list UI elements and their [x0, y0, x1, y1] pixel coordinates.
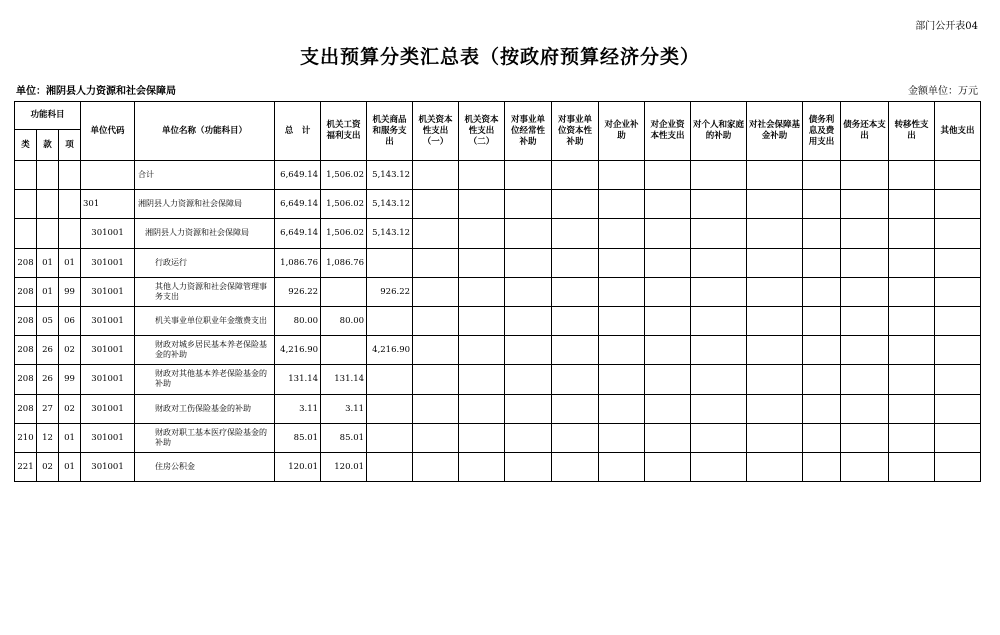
unit-code-cell: 301: [81, 190, 135, 219]
c1-cell: 131.14: [321, 365, 367, 394]
c9-cell: [691, 190, 747, 219]
total-cell: 6,649.14: [275, 190, 321, 219]
c10-cell: [747, 277, 803, 306]
unit-code-cell: 301001: [81, 336, 135, 365]
c11-cell: [803, 306, 841, 335]
unit-label: 单位：湘阴县人力资源和社会保障局: [16, 86, 176, 97]
c8-cell: [645, 161, 691, 190]
c9-cell: [691, 161, 747, 190]
c2-cell: 5,143.12: [367, 161, 413, 190]
c3-cell: [413, 306, 459, 335]
c7-cell: [599, 190, 645, 219]
lei-cell: [15, 161, 37, 190]
header-c3: 机关资本性支出（一）: [413, 102, 459, 161]
c14-cell: [935, 219, 981, 248]
c13-cell: [889, 365, 935, 394]
c2-cell: [367, 452, 413, 481]
c11-cell: [803, 452, 841, 481]
c9-cell: [691, 219, 747, 248]
c10-cell: [747, 190, 803, 219]
c2-cell: [367, 248, 413, 277]
xiang-cell: 01: [59, 423, 81, 452]
c12-cell: [841, 452, 889, 481]
c6-cell: [552, 423, 599, 452]
xiang-cell: 02: [59, 336, 81, 365]
c3-cell: [413, 336, 459, 365]
c10-cell: [747, 452, 803, 481]
c5-cell: [505, 219, 552, 248]
c8-cell: [645, 277, 691, 306]
unit-name-cell: 合计: [135, 161, 275, 190]
c1-cell: 85.01: [321, 423, 367, 452]
c14-cell: [935, 336, 981, 365]
c14-cell: [935, 161, 981, 190]
c8-cell: [645, 306, 691, 335]
xiang-cell: [59, 161, 81, 190]
unit-code-cell: 301001: [81, 394, 135, 423]
c13-cell: [889, 219, 935, 248]
c1-cell: [321, 336, 367, 365]
unit-code-cell: 301001: [81, 277, 135, 306]
header-c13: 转移性支出: [889, 102, 935, 161]
money-unit-label: 金额单位：万元: [908, 86, 978, 97]
c3-cell: [413, 161, 459, 190]
c11-cell: [803, 423, 841, 452]
lei-cell: 208: [15, 306, 37, 335]
c8-cell: [645, 452, 691, 481]
c12-cell: [841, 394, 889, 423]
c4-cell: [459, 248, 505, 277]
table-row: [15, 248, 981, 277]
c10-cell: [747, 423, 803, 452]
unit-code-cell: 301001: [81, 306, 135, 335]
header-func-group: 功能科目: [15, 102, 81, 130]
c1-cell: 80.00: [321, 306, 367, 335]
xiang-cell: [59, 219, 81, 248]
c7-cell: [599, 161, 645, 190]
header-lei: 类: [15, 130, 37, 161]
c11-cell: [803, 190, 841, 219]
c11-cell: [803, 365, 841, 394]
c3-cell: [413, 248, 459, 277]
c3-cell: [413, 190, 459, 219]
xiang-cell: 02: [59, 394, 81, 423]
c13-cell: [889, 277, 935, 306]
header-c6: 对事业单位资本性补助: [552, 102, 599, 161]
c11-cell: [803, 248, 841, 277]
total-cell: 1,086.76: [275, 248, 321, 277]
c10-cell: [747, 336, 803, 365]
c14-cell: [935, 248, 981, 277]
c14-cell: [935, 306, 981, 335]
lei-cell: 208: [15, 336, 37, 365]
c13-cell: [889, 452, 935, 481]
total-cell: 6,649.14: [275, 219, 321, 248]
table-row: [15, 161, 981, 190]
kuan-cell: 26: [37, 336, 59, 365]
lei-cell: 221: [15, 452, 37, 481]
c9-cell: [691, 306, 747, 335]
c14-cell: [935, 394, 981, 423]
c4-cell: [459, 219, 505, 248]
c5-cell: [505, 365, 552, 394]
c13-cell: [889, 336, 935, 365]
c4-cell: [459, 161, 505, 190]
c7-cell: [599, 452, 645, 481]
c1-cell: 1,506.02: [321, 219, 367, 248]
c5-cell: [505, 248, 552, 277]
c3-cell: [413, 219, 459, 248]
c11-cell: [803, 219, 841, 248]
c4-cell: [459, 190, 505, 219]
c13-cell: [889, 161, 935, 190]
c3-cell: [413, 365, 459, 394]
c2-cell: 5,143.12: [367, 190, 413, 219]
c7-cell: [599, 394, 645, 423]
c10-cell: [747, 306, 803, 335]
header-c10: 对社会保障基金补助: [747, 102, 803, 161]
total-cell: 120.01: [275, 452, 321, 481]
c7-cell: [599, 248, 645, 277]
kuan-cell: 01: [37, 248, 59, 277]
c6-cell: [552, 365, 599, 394]
total-cell: 6,649.14: [275, 161, 321, 190]
c6-cell: [552, 161, 599, 190]
budget-table: [14, 101, 981, 482]
unit-name-cell: 财政对职工基本医疗保险基金的补助: [135, 423, 275, 452]
c9-cell: [691, 248, 747, 277]
lei-cell: 208: [15, 365, 37, 394]
c2-cell: 5,143.12: [367, 219, 413, 248]
c2-cell: 926.22: [367, 277, 413, 306]
c3-cell: [413, 394, 459, 423]
table-row: [15, 306, 981, 335]
header-c4: 机关资本性支出（二）: [459, 102, 505, 161]
lei-cell: 208: [15, 394, 37, 423]
lei-cell: [15, 190, 37, 219]
c5-cell: [505, 190, 552, 219]
kuan-cell: [37, 190, 59, 219]
c6-cell: [552, 394, 599, 423]
c9-cell: [691, 365, 747, 394]
c12-cell: [841, 306, 889, 335]
c4-cell: [459, 277, 505, 306]
c14-cell: [935, 190, 981, 219]
header-c9: 对个人和家庭的补助: [691, 102, 747, 161]
c6-cell: [552, 277, 599, 306]
total-cell: 85.01: [275, 423, 321, 452]
c13-cell: [889, 306, 935, 335]
c12-cell: [841, 248, 889, 277]
c10-cell: [747, 248, 803, 277]
c12-cell: [841, 219, 889, 248]
total-cell: 926.22: [275, 277, 321, 306]
c6-cell: [552, 306, 599, 335]
c10-cell: [747, 219, 803, 248]
c13-cell: [889, 423, 935, 452]
c1-cell: 1,506.02: [321, 190, 367, 219]
c8-cell: [645, 219, 691, 248]
c2-cell: [367, 365, 413, 394]
c8-cell: [645, 365, 691, 394]
c12-cell: [841, 423, 889, 452]
table-row: [15, 219, 981, 248]
kuan-cell: 01: [37, 277, 59, 306]
unit-code-cell: 301001: [81, 248, 135, 277]
kuan-cell: [37, 219, 59, 248]
c8-cell: [645, 248, 691, 277]
table-number-label: 部门公开表04: [915, 21, 978, 32]
c4-cell: [459, 423, 505, 452]
c4-cell: [459, 365, 505, 394]
total-cell: 3.11: [275, 394, 321, 423]
c10-cell: [747, 394, 803, 423]
c7-cell: [599, 365, 645, 394]
table-row: [15, 190, 981, 219]
c7-cell: [599, 306, 645, 335]
c8-cell: [645, 336, 691, 365]
header-c2: 机关商品和服务支出: [367, 102, 413, 161]
c1-cell: 1,086.76: [321, 248, 367, 277]
xiang-cell: 99: [59, 277, 81, 306]
header-c1: 机关工资福利支出: [321, 102, 367, 161]
c2-cell: 4,216.90: [367, 336, 413, 365]
c9-cell: [691, 452, 747, 481]
c9-cell: [691, 423, 747, 452]
header-xiang: 项: [59, 130, 81, 161]
c10-cell: [747, 365, 803, 394]
c13-cell: [889, 190, 935, 219]
c11-cell: [803, 161, 841, 190]
c12-cell: [841, 161, 889, 190]
table-row: [15, 365, 981, 394]
unit-name-cell: 行政运行: [135, 248, 275, 277]
c9-cell: [691, 336, 747, 365]
c12-cell: [841, 365, 889, 394]
c6-cell: [552, 248, 599, 277]
table-body: [15, 161, 981, 482]
c3-cell: [413, 452, 459, 481]
table-row: [15, 336, 981, 365]
header-unit-code: 单位代码: [81, 102, 135, 161]
xiang-cell: [59, 190, 81, 219]
c1-cell: 3.11: [321, 394, 367, 423]
c1-cell: 1,506.02: [321, 161, 367, 190]
c9-cell: [691, 277, 747, 306]
kuan-cell: 27: [37, 394, 59, 423]
lei-cell: 208: [15, 277, 37, 306]
header-kuan: 款: [37, 130, 59, 161]
c2-cell: [367, 423, 413, 452]
xiang-cell: 99: [59, 365, 81, 394]
c7-cell: [599, 423, 645, 452]
c1-cell: [321, 277, 367, 306]
unit-name-cell: 财政对城乡居民基本养老保险基金的补助: [135, 336, 275, 365]
c11-cell: [803, 277, 841, 306]
total-cell: 4,216.90: [275, 336, 321, 365]
table-row: [15, 423, 981, 452]
table-row: [15, 394, 981, 423]
c2-cell: [367, 306, 413, 335]
unit-code-cell: 301001: [81, 452, 135, 481]
c6-cell: [552, 190, 599, 219]
c8-cell: [645, 423, 691, 452]
c7-cell: [599, 219, 645, 248]
c2-cell: [367, 394, 413, 423]
c4-cell: [459, 336, 505, 365]
kuan-cell: 05: [37, 306, 59, 335]
c8-cell: [645, 394, 691, 423]
unit-name-cell: 财政对其他基本养老保险基金的补助: [135, 365, 275, 394]
c8-cell: [645, 190, 691, 219]
c5-cell: [505, 423, 552, 452]
unit-name-cell: 湘阴县人力资源和社会保障局: [135, 219, 275, 248]
page-title: 支出预算分类汇总表（按政府预算经济分类）: [299, 46, 700, 68]
unit-name-cell: 其他人力资源和社会保障管理事务支出: [135, 277, 275, 306]
c4-cell: [459, 306, 505, 335]
c11-cell: [803, 394, 841, 423]
unit-name-cell: 财政对工伤保险基金的补助: [135, 394, 275, 423]
c1-cell: 120.01: [321, 452, 367, 481]
kuan-cell: 02: [37, 452, 59, 481]
c14-cell: [935, 423, 981, 452]
lei-cell: 210: [15, 423, 37, 452]
c6-cell: [552, 452, 599, 481]
header-c7: 对企业补助: [599, 102, 645, 161]
c12-cell: [841, 336, 889, 365]
lei-cell: [15, 219, 37, 248]
header-c8: 对企业资本性支出: [645, 102, 691, 161]
c12-cell: [841, 190, 889, 219]
header-unit-name: 单位名称（功能科目）: [135, 102, 275, 161]
unit-code-cell: 301001: [81, 423, 135, 452]
c11-cell: [803, 336, 841, 365]
c10-cell: [747, 161, 803, 190]
c5-cell: [505, 277, 552, 306]
table-row: [15, 452, 981, 481]
c14-cell: [935, 365, 981, 394]
c14-cell: [935, 452, 981, 481]
total-cell: 80.00: [275, 306, 321, 335]
c4-cell: [459, 452, 505, 481]
c13-cell: [889, 248, 935, 277]
unit-code-cell: [81, 161, 135, 190]
c14-cell: [935, 277, 981, 306]
total-cell: 131.14: [275, 365, 321, 394]
c7-cell: [599, 277, 645, 306]
c4-cell: [459, 394, 505, 423]
c5-cell: [505, 394, 552, 423]
kuan-cell: 26: [37, 365, 59, 394]
table-row: [15, 277, 981, 306]
header-c11: 债务利息及费用支出: [803, 102, 841, 161]
kuan-cell: [37, 161, 59, 190]
header-c14: 其他支出: [935, 102, 981, 161]
unit-name-cell: 机关事业单位职业年金缴费支出: [135, 306, 275, 335]
c9-cell: [691, 394, 747, 423]
c5-cell: [505, 306, 552, 335]
unit-code-cell: 301001: [81, 219, 135, 248]
c7-cell: [599, 336, 645, 365]
c3-cell: [413, 423, 459, 452]
c6-cell: [552, 219, 599, 248]
xiang-cell: 06: [59, 306, 81, 335]
header-c12: 债务还本支出: [841, 102, 889, 161]
xiang-cell: 01: [59, 248, 81, 277]
header-total: 总 计: [275, 102, 321, 161]
lei-cell: 208: [15, 248, 37, 277]
unit-name-cell: 湘阴县人力资源和社会保障局: [135, 190, 275, 219]
c3-cell: [413, 277, 459, 306]
c12-cell: [841, 277, 889, 306]
c5-cell: [505, 336, 552, 365]
unit-name-cell: 住房公积金: [135, 452, 275, 481]
header-c5: 对事业单位经常性补助: [505, 102, 552, 161]
unit-code-cell: 301001: [81, 365, 135, 394]
xiang-cell: 01: [59, 452, 81, 481]
c13-cell: [889, 394, 935, 423]
kuan-cell: 12: [37, 423, 59, 452]
c5-cell: [505, 452, 552, 481]
c6-cell: [552, 336, 599, 365]
c5-cell: [505, 161, 552, 190]
